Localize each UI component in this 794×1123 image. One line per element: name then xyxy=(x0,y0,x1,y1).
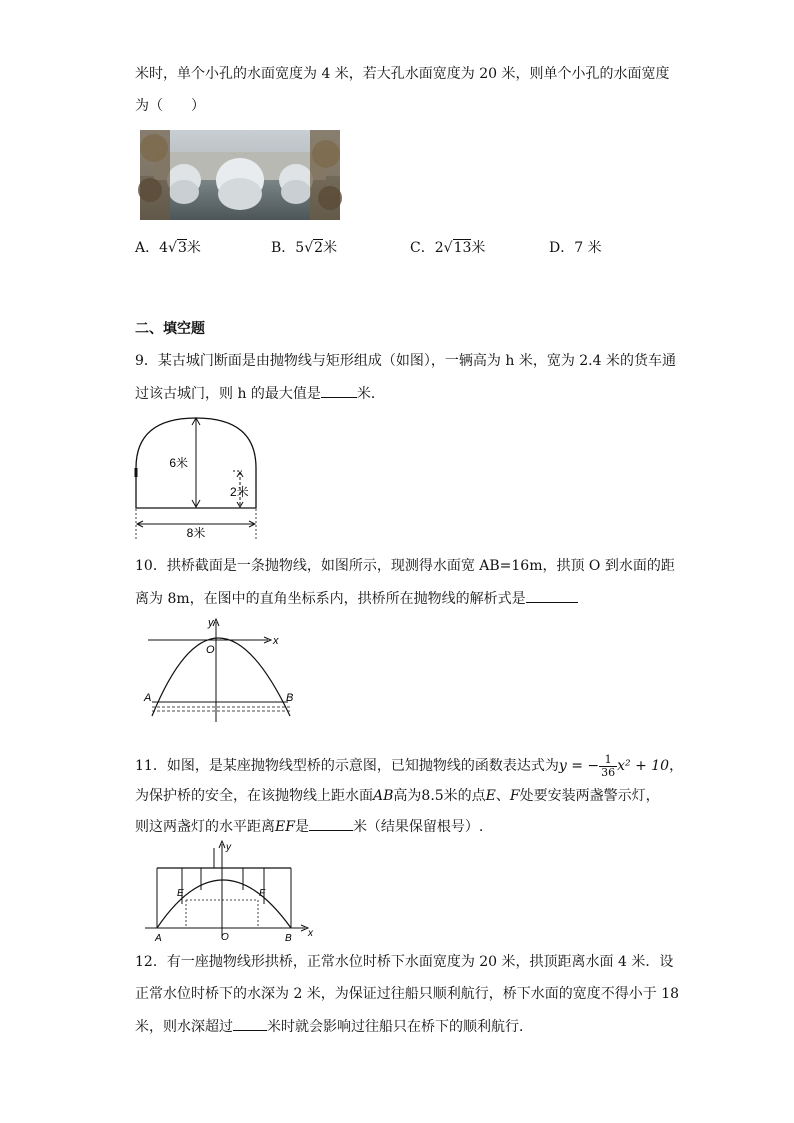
sqrt-symbol: √ xyxy=(443,240,453,256)
q12-text-line3 xyxy=(135,1016,533,1037)
q11-f-label: F xyxy=(259,888,266,899)
q8-option-c-radicand: 13 xyxy=(453,240,472,256)
q11-text-part1: 11．如图，是某座抛物线型桥的示意图，已知抛物线的函数表达式为 xyxy=(135,758,559,774)
q11-line3-c: 是 xyxy=(294,819,309,835)
q12-text-line1: 12．有一座抛物线形拱桥，正常水位时桥下水面宽度为 20 米，拱顶距离水面 4 米．设 xyxy=(135,954,674,970)
q12-text-line2: 正常水位时桥下的水深为 2 米，为保证过往船只顺利航行，桥下水面的宽度不得小于 18 xyxy=(135,986,680,1002)
q8-option-b-radicand: 2 xyxy=(314,240,324,256)
q11-eq-fraction xyxy=(599,754,617,779)
q8-option-a-radicand: 3 xyxy=(177,240,187,256)
q10-a-label: A xyxy=(144,692,152,704)
q8-option-d[interactable]: D．7 米 xyxy=(549,240,602,256)
q11-answer-blank[interactable] xyxy=(309,816,353,831)
q11-eq-rhs: x² + 10 xyxy=(617,758,670,774)
q9-text-part2: 米． xyxy=(356,386,385,402)
q10-o-label: O xyxy=(206,644,215,656)
q8-option-c-label: C． xyxy=(410,240,435,256)
q11-y-label: y xyxy=(226,842,231,853)
q11-line2-a: 为保护桥的安全，在该抛物线上距水面 xyxy=(135,788,373,804)
q11-a-label: A xyxy=(155,933,162,944)
q10-text-line2 xyxy=(135,588,578,609)
q8-option-a-unit: 米 xyxy=(186,240,201,256)
q9-text-part1: 过该古城门，则 h 的最大值是 xyxy=(135,386,321,402)
q8-option-b-unit: 米 xyxy=(323,240,338,256)
q10-text-line1: 10．拱桥截面是一条抛物线，如图所示，现测得水面宽 AB=16m，拱顶 O 到水面的距 xyxy=(135,558,675,574)
q10-b-label: B xyxy=(286,692,294,704)
sqrt-symbol: √ xyxy=(304,240,314,256)
q10-y-label: y xyxy=(208,617,214,629)
sqrt-symbol: √ xyxy=(168,240,177,256)
q8-option-b-coef: 5 xyxy=(295,240,305,256)
q9-answer-blank[interactable] xyxy=(321,383,357,398)
q11-line2-c: 高为 xyxy=(393,788,422,804)
q8-option-b[interactable] xyxy=(271,238,337,258)
q11-eq-lhs: y = − xyxy=(558,758,600,774)
q11-eq-denominator: 36 xyxy=(601,765,616,779)
q8-option-a-coef: 4 xyxy=(159,240,169,256)
q8-option-c-unit: 米 xyxy=(471,240,486,256)
q10-text-part1: 离为 8m，在图中的直角坐标系内，拱桥所在抛物线的解析式是 xyxy=(135,591,526,607)
q10-x-label: x xyxy=(273,635,279,647)
q12-text-part2: 米时就会影响过往船只在桥下的顺利航行． xyxy=(267,1019,533,1035)
q11-line3-d: 米（结果保留根号）. xyxy=(352,819,484,835)
q9-width-label: 8米 xyxy=(186,526,206,540)
q9-text-line1: 9．某古城门断面是由抛物线与矩形组成（如图），一辆高为 h 米，宽为 2.4 米的货车通 xyxy=(135,353,676,369)
q11-line2-e: 米的点 xyxy=(443,788,486,804)
q12-answer-blank[interactable] xyxy=(233,1016,267,1031)
q9-height-label: 6米 xyxy=(169,456,188,470)
q11-line2-i: 处要安装两盏警示灯， xyxy=(519,788,660,804)
q9-text-line2 xyxy=(135,383,385,404)
q11-line2-point-f: F xyxy=(509,788,520,804)
section-title: 二、填空题 xyxy=(135,321,205,337)
q11-line3-ef: EF xyxy=(275,819,295,835)
q11-text-line2 xyxy=(135,786,660,806)
q11-bridge-figure xyxy=(145,840,320,945)
q10-answer-blank[interactable] xyxy=(526,588,578,603)
q11-text-part2: ， xyxy=(669,758,684,774)
q10-parabola xyxy=(152,638,290,716)
q11-line3-a: 则这两盏灯的水平距离 xyxy=(135,819,275,835)
q11-line2-height: 8.5 xyxy=(421,788,444,804)
q9-side-label: 2米 xyxy=(230,485,249,499)
q11-o-label: O xyxy=(221,932,229,943)
q11-line2-ab: AB xyxy=(373,788,394,804)
q11-eq-numerator: 1 xyxy=(599,754,617,767)
q9-gate-figure xyxy=(130,410,270,540)
q11-line2-point-e: E xyxy=(485,788,496,804)
q11-e-label: E xyxy=(177,888,184,899)
q11-line2-sep: 、 xyxy=(495,788,510,804)
q12-text-part1: 米，则水深超过 xyxy=(135,1019,233,1035)
q8-option-c[interactable] xyxy=(410,238,485,258)
q11-b-label: B xyxy=(285,933,292,944)
q11-text-line1 xyxy=(135,752,683,780)
q11-text-line3 xyxy=(135,816,483,837)
q10-bridge-figure xyxy=(140,616,300,728)
q8-option-b-label: B． xyxy=(271,240,296,256)
q8-option-a[interactable] xyxy=(135,238,201,258)
q11-x-label: x xyxy=(308,928,313,939)
q8-text-line2: 为（ ） xyxy=(135,98,205,114)
q8-option-c-coef: 2 xyxy=(434,240,444,256)
bridge-photo xyxy=(140,130,340,220)
q8-text-line1: 米时，单个小孔的水面宽度为 4 米，若大孔水面宽度为 20 米，则单个小孔的水面宽度 xyxy=(135,66,670,82)
q8-option-a-label: A． xyxy=(135,240,160,256)
